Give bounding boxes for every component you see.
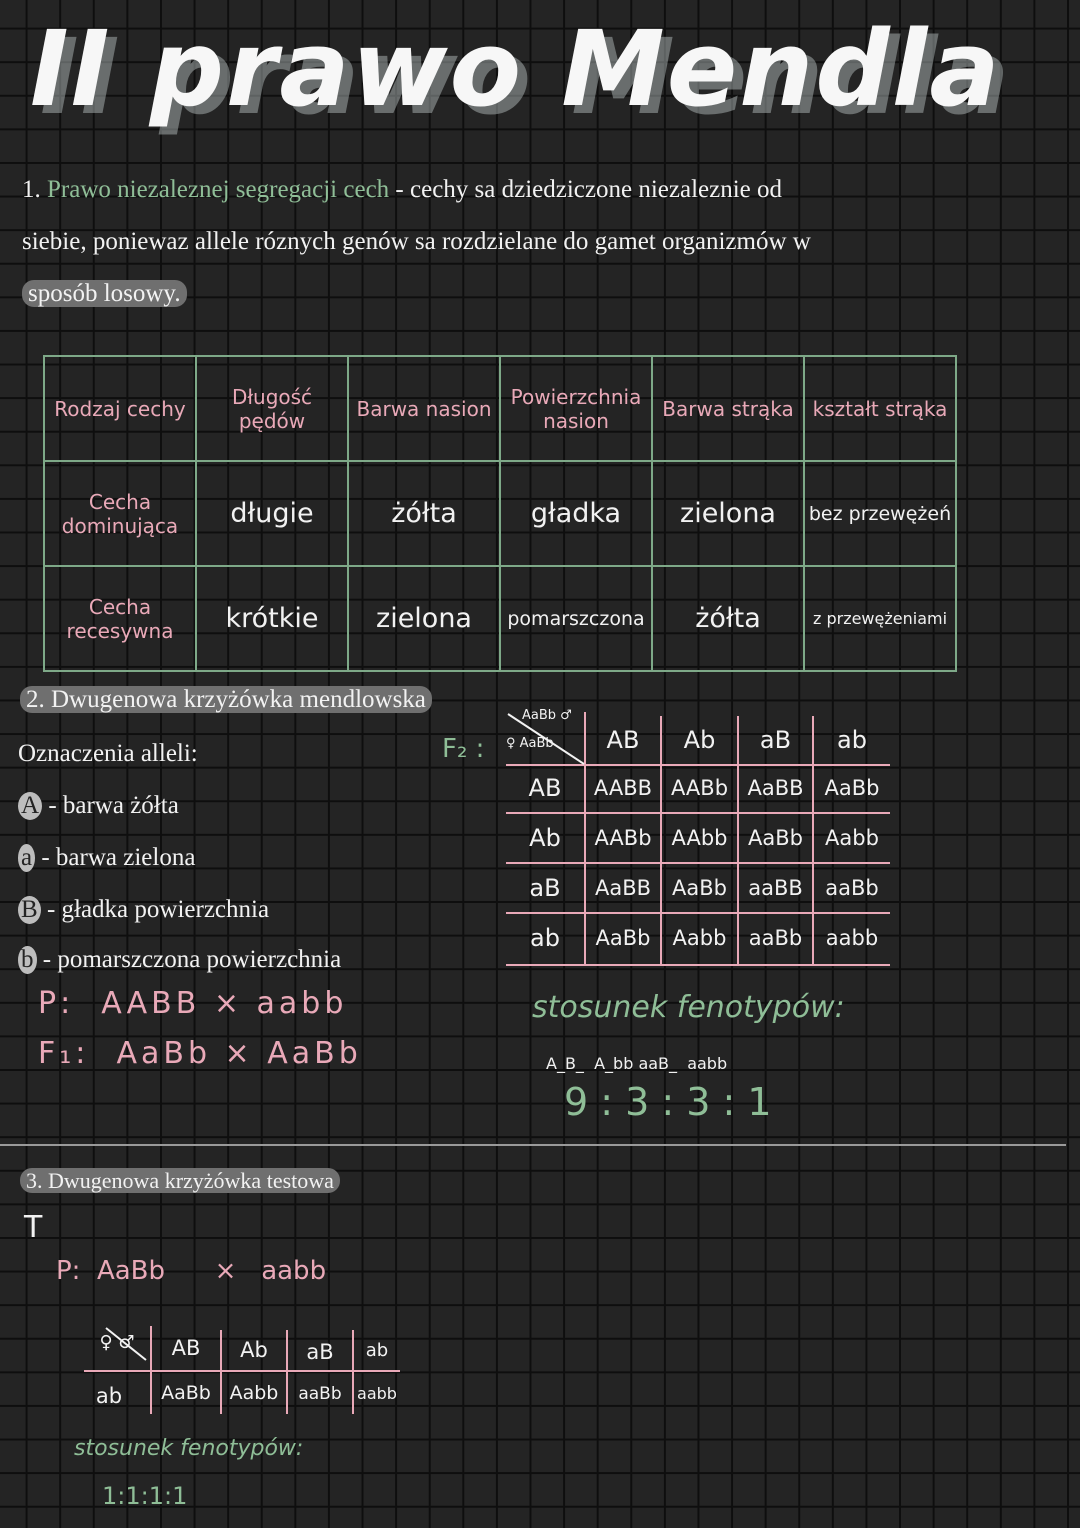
grid-line: [506, 912, 890, 914]
genotype-cell: AABb: [670, 776, 729, 800]
col-gamete: aB: [759, 726, 792, 754]
traits-header-cell: Powierzchnia nasion: [500, 356, 652, 461]
f1-cross: F₁: AaBb × AaBb: [38, 1036, 362, 1071]
genotype-cell: Aabb: [229, 1382, 279, 1404]
traits-recessive-row: [44, 566, 956, 671]
allele-symbol: a: [18, 844, 35, 872]
traits-header-row: [44, 356, 956, 461]
section1-line1: [22, 164, 1062, 216]
section1-number: 1.: [22, 176, 41, 203]
traits-header-cell: kształt strąka: [804, 356, 956, 461]
genotype-cell: AAbb: [671, 826, 728, 850]
genotype-cell: AABb: [594, 826, 652, 850]
grid-line: [506, 862, 890, 864]
genotype-cell: AaBb: [748, 826, 803, 850]
traits-header-cell: Długość pędów: [196, 356, 348, 461]
section1-term: Prawo niezaleznej segregacji cech: [47, 176, 390, 203]
genotype-cell: AABB: [593, 776, 653, 800]
section1-highlight: sposób losowy.: [22, 280, 187, 307]
allele-item: [18, 896, 269, 924]
col-gamete: AB: [606, 726, 640, 754]
f2-punnett-square: [506, 708, 890, 970]
genotype-cell: AaBb: [161, 1382, 211, 1404]
col-gamete: AB: [171, 1336, 201, 1360]
col-gamete: Ab: [683, 726, 716, 754]
genotype-cell: aaBb: [748, 926, 803, 950]
f2-label: F₂ :: [442, 734, 485, 764]
section3-heading: [20, 1168, 340, 1194]
allele-desc: - barwa żółta: [42, 792, 179, 819]
genotype-cell: Aabb: [672, 926, 727, 950]
traits-header-cell: Rodzaj cechy: [44, 356, 196, 461]
grid-line: [506, 812, 890, 814]
genotype-cell: AaBb: [672, 876, 727, 900]
test-ratio: 1:1:1:1: [102, 1482, 188, 1510]
grid-line: [506, 964, 890, 966]
col-gamete: ab: [365, 1340, 389, 1361]
row-gamete: ab: [530, 924, 560, 952]
allele-item: [18, 844, 195, 872]
genotype-cell: aaBb: [298, 1384, 342, 1404]
traits-cell: długie: [196, 461, 348, 566]
traits-row-label: Cecha recesywna: [44, 566, 196, 671]
traits-table: [43, 355, 957, 672]
col-gamete: ab: [837, 726, 867, 754]
row-gamete: ab: [95, 1384, 123, 1408]
corner-female: ♀ AaBb: [506, 736, 554, 751]
genotype-cell: AaBb: [824, 776, 880, 800]
allele-desc: - gładka powierzchnia: [40, 896, 270, 923]
page-title: II prawo Mendla: [30, 8, 1002, 130]
section1-line3: [22, 268, 1062, 320]
f2-ratio: 9 : 3 : 3 : 1: [564, 1080, 772, 1124]
traits-cell: krótkie: [196, 566, 348, 671]
traits-header-cell: Barwa strąka: [652, 356, 804, 461]
test-p-cross: P: AaBb × aabb: [56, 1256, 327, 1286]
traits-cell: pomarszczona: [500, 566, 652, 671]
alleles-title: Oznaczenia alleli:: [18, 740, 198, 767]
row-gamete: Ab: [529, 824, 561, 852]
traits-cell: zielona: [348, 566, 500, 671]
allele-symbol: A: [18, 792, 42, 820]
section1-line2: siebie, poniewaz allele róznych genów sa rozdzielane do gamet organizmów w: [22, 228, 811, 255]
corner-symbols: ♀ ♂: [99, 1332, 135, 1353]
traits-cell: żółta: [348, 461, 500, 566]
genotype-cell: Aabb: [825, 826, 879, 850]
section-divider: [0, 1144, 1066, 1146]
genotype-cell: AaBB: [594, 876, 652, 900]
traits-cell: bez przewężeń: [804, 461, 956, 566]
section1-text1: - cechy sa dziedziczone niezaleznie od: [389, 176, 782, 203]
genotype-cell: AaBb: [595, 926, 651, 950]
genotype-cell: AaBB: [747, 776, 804, 800]
genotype-cell: aabb: [357, 1384, 397, 1403]
traits-cell: gładka: [500, 461, 652, 566]
allele-item: [18, 946, 341, 974]
allele-symbol: b: [18, 946, 37, 974]
traits-row-label: Cecha dominująca: [44, 461, 196, 566]
test-punnett-square: [84, 1326, 400, 1416]
traits-header-cell: Barwa nasion: [348, 356, 500, 461]
f2-ratio-title: stosunek fenotypów:: [532, 990, 845, 1025]
p-cross: P: AABB × aabb: [38, 986, 348, 1021]
allele-desc: - pomarszczona powierzchnia: [36, 946, 342, 973]
section2-heading-text: 2. Dwugenowa krzyżówka mendlowska: [20, 686, 432, 713]
test-ratio-title: stosunek fenotypów:: [74, 1436, 304, 1461]
f2-ratio-labels: A_B_ A_bb aaB_ aabb: [546, 1054, 728, 1073]
allele-desc: - barwa zielona: [35, 844, 196, 871]
allele-symbol: B: [18, 896, 41, 924]
genotype-cell: aaBB: [748, 876, 803, 900]
traits-cell: z przewężeniami: [804, 566, 956, 671]
section3-heading-text: 3. Dwugenowa krzyżówka testowa: [20, 1168, 340, 1193]
genotype-cell: aaBb: [825, 876, 879, 900]
section2-heading: [20, 686, 432, 714]
genotype-cell: aabb: [825, 926, 879, 950]
row-gamete: aB: [529, 874, 561, 902]
traits-cell: zielona: [652, 461, 804, 566]
traits-cell: żółta: [652, 566, 804, 671]
row-gamete: AB: [528, 774, 562, 802]
test-cross-symbol: T: [24, 1210, 43, 1245]
col-gamete: aB: [306, 1340, 334, 1364]
corner-male: AaBb ♂: [522, 708, 572, 723]
col-gamete: Ab: [240, 1338, 268, 1362]
traits-dominant-row: [44, 461, 956, 566]
allele-item: [18, 792, 179, 820]
